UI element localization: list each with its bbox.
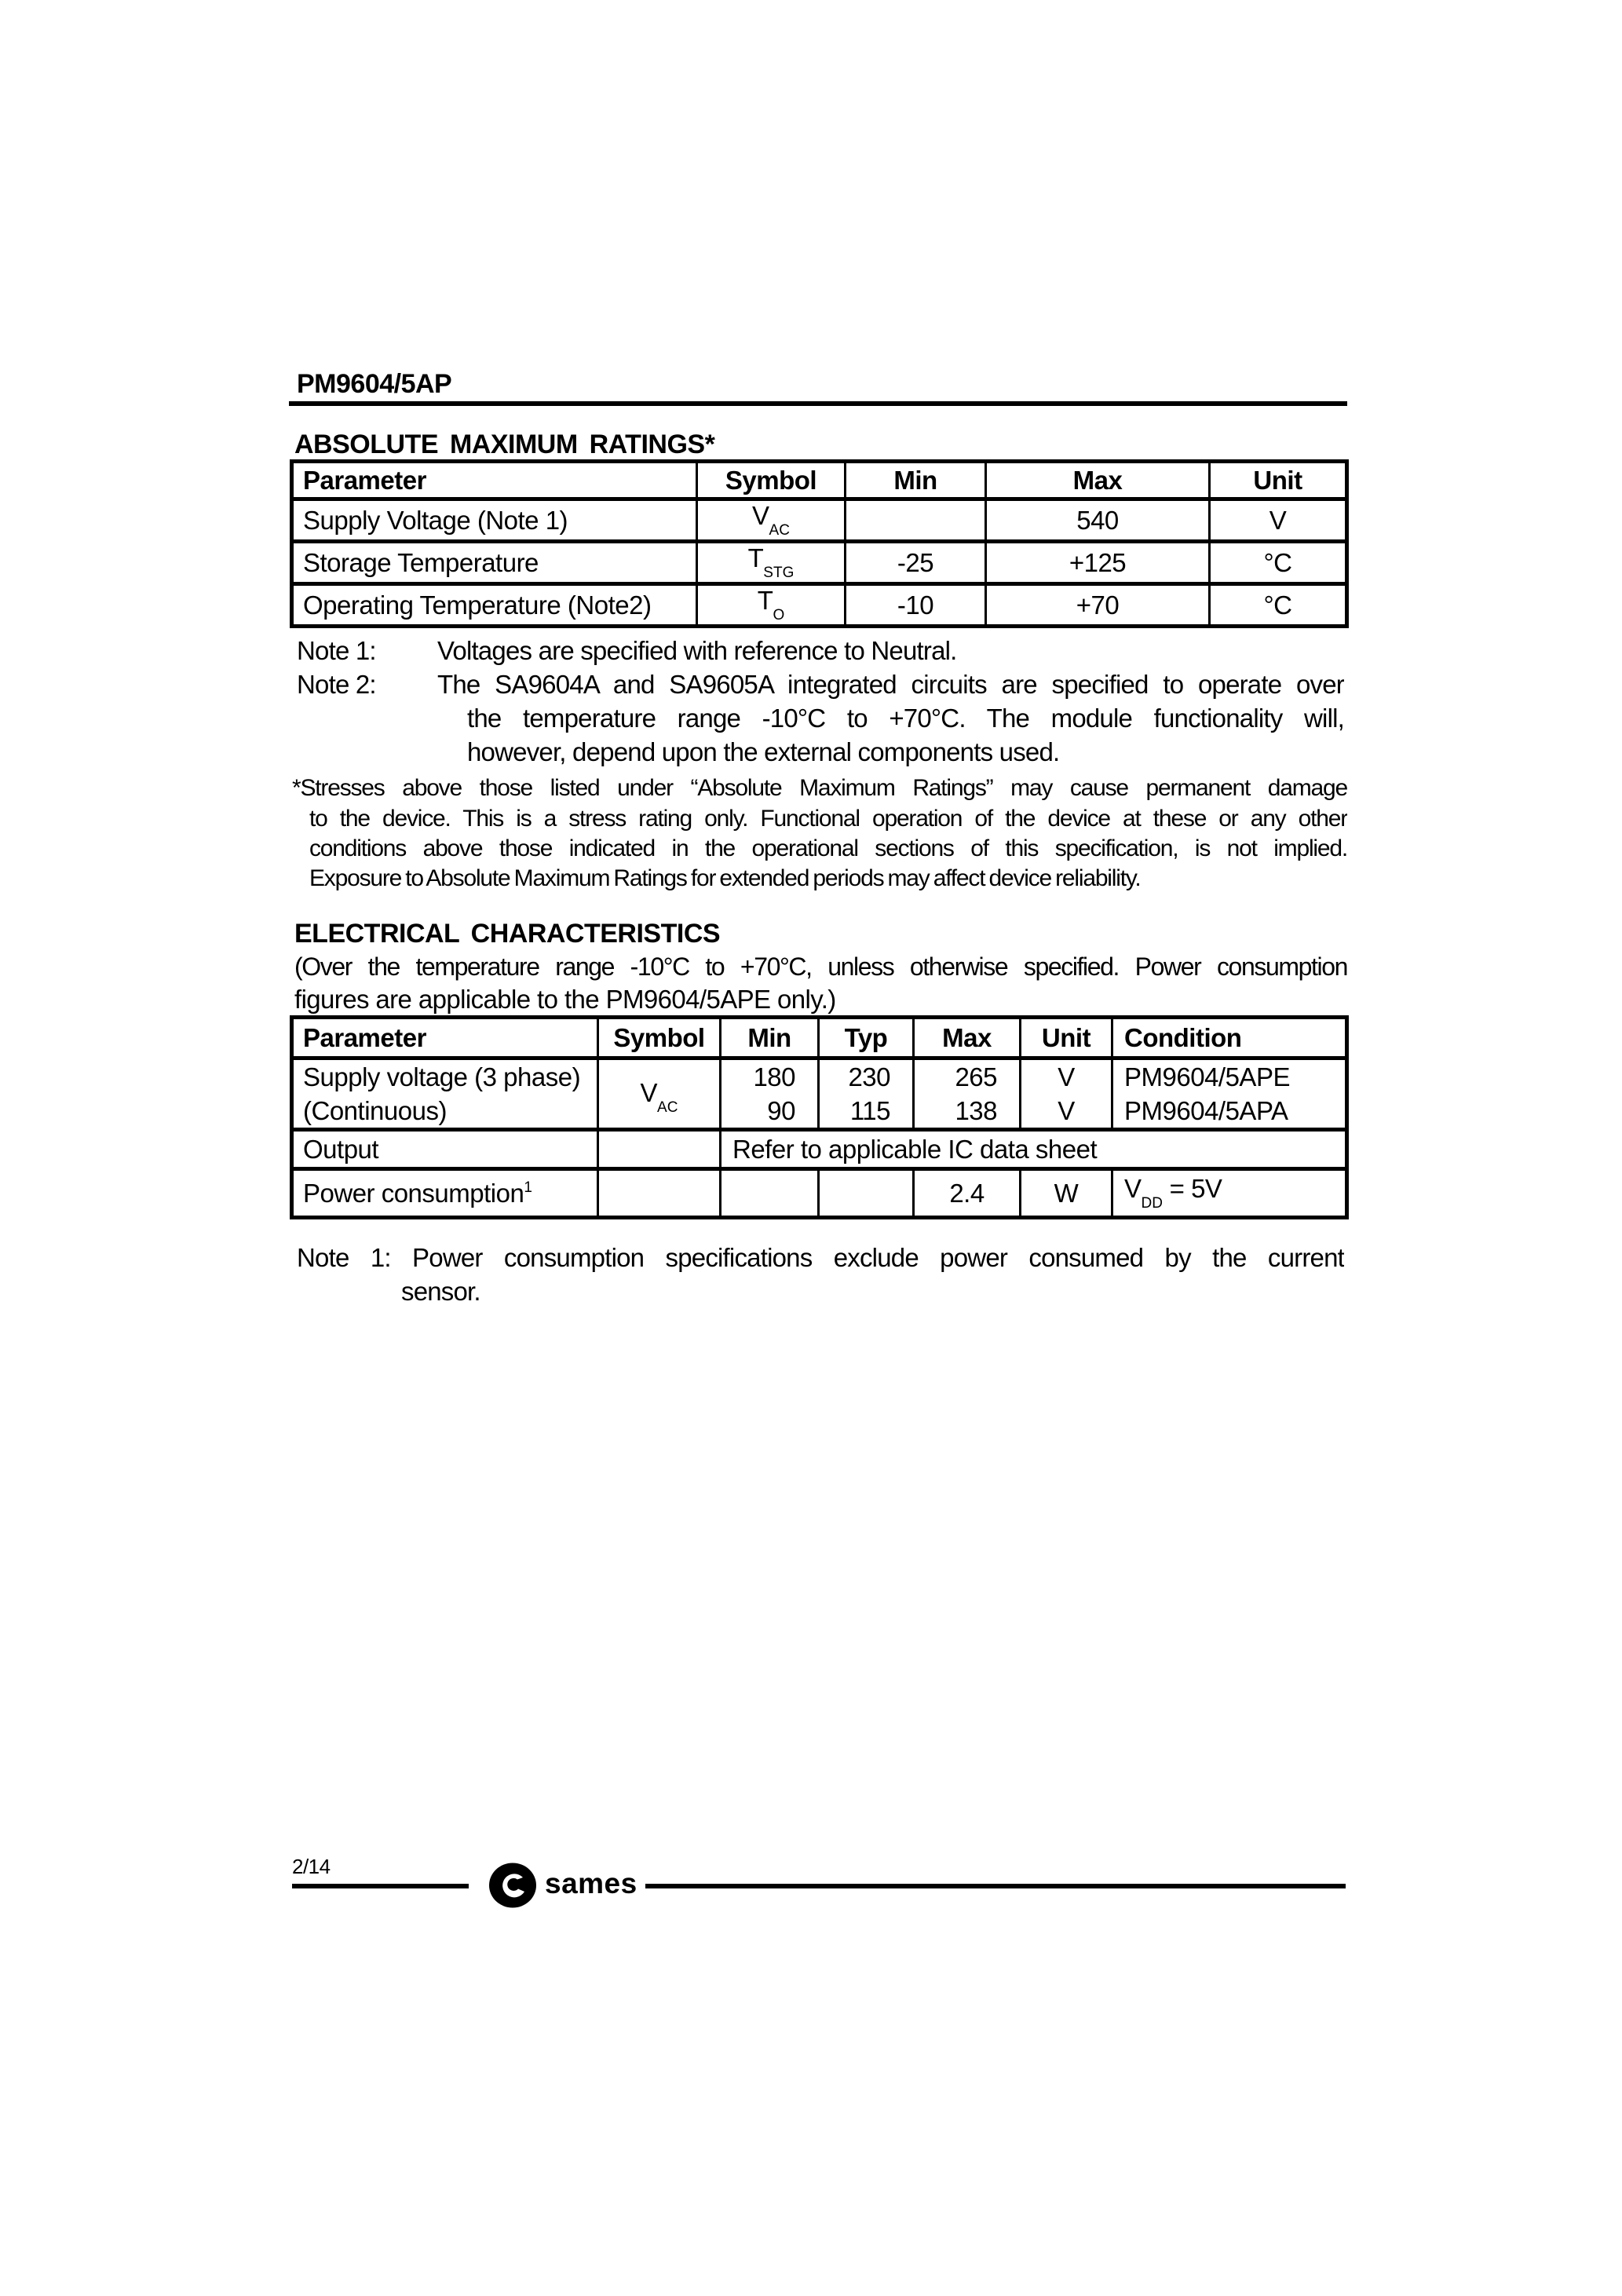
header-rule	[289, 401, 1347, 406]
cell-parameter	[292, 1169, 598, 1218]
cell-min: -25	[846, 542, 986, 584]
cell-parameter: Output	[292, 1130, 598, 1169]
cell-symbol	[697, 542, 846, 584]
ec-note-line2: sensor.	[401, 1277, 480, 1306]
amr-heading: ABSOLUTE MAXIMUM RATINGS*	[294, 430, 715, 459]
note2-line3: however, depend upon the external components used.	[467, 737, 1060, 766]
cell-typ	[819, 1058, 914, 1130]
cell-parameter: Supply Voltage (Note 1)	[292, 499, 697, 542]
table-row	[292, 542, 1347, 584]
table-row	[292, 1058, 1347, 1130]
cell-merged-note: Refer to applicable IC data sheet	[721, 1130, 1347, 1169]
cell-unit: V	[1210, 499, 1347, 542]
cell-max	[914, 1058, 1021, 1130]
ec-table	[290, 1015, 1349, 1219]
amr-col-unit: Unit	[1210, 462, 1347, 499]
stress-note-line4: Exposure to Absolute Maximum Ratings for extended periods may affect device reliability.	[309, 865, 1141, 891]
cell-condition	[1112, 1169, 1347, 1218]
symbol-base: V	[752, 501, 769, 530]
parameter-line2: (Continuous)	[303, 1096, 447, 1125]
ec-col-parameter: Parameter	[292, 1018, 598, 1058]
symbol-base: T	[747, 543, 764, 572]
cell-max: 540	[986, 499, 1210, 542]
cell-symbol	[697, 499, 846, 542]
unit-line1: V	[1058, 1062, 1075, 1091]
cell-max: +70	[986, 584, 1210, 627]
cell-max: +125	[986, 542, 1210, 584]
note2-line1: The SA9604A and SA9605A integrated circuits are specified to operate over	[437, 670, 1344, 699]
page-number: 2/14	[292, 1855, 331, 1878]
footer-rule-right	[645, 1884, 1346, 1888]
note2-line2: the temperature range -10°C to +70°C. The module functionality will,	[467, 704, 1344, 733]
cell-unit: W	[1021, 1169, 1112, 1218]
ec-col-max: Max	[914, 1018, 1021, 1058]
amr-col-symbol: Symbol	[697, 462, 846, 499]
cell-min-empty	[846, 499, 986, 542]
ec-note-line1: Note 1: Power consumption specifications exclude power consumed by the current	[297, 1243, 1344, 1272]
amr-table	[290, 459, 1349, 628]
ec-heading: ELECTRICAL CHARACTERISTICS	[294, 919, 721, 949]
amr-col-min: Min	[846, 462, 986, 499]
symbol-base: V	[640, 1077, 658, 1107]
cell-min	[721, 1058, 819, 1130]
symbol-subscript: AC	[657, 1099, 678, 1116]
cell-parameter: Operating Temperature (Note2)	[292, 584, 697, 627]
amr-col-parameter: Parameter	[292, 462, 697, 499]
page-title: PM9604/5AP	[297, 369, 452, 399]
cell-condition	[1112, 1058, 1347, 1130]
cell-min-empty	[721, 1169, 819, 1218]
ec-header-row	[292, 1018, 1347, 1058]
ec-col-condition: Condition	[1112, 1018, 1347, 1058]
table-row	[292, 584, 1347, 627]
ec-intro-line2: figures are applicable to the PM9604/5APE only.)	[294, 985, 836, 1014]
footer-rule-left	[292, 1884, 469, 1888]
unit-line2: V	[1058, 1096, 1075, 1125]
cell-symbol	[697, 584, 846, 627]
table-row	[292, 499, 1347, 542]
note1-label: Note 1:	[297, 636, 376, 665]
condition-line1: PM9604/5APE	[1124, 1062, 1290, 1091]
cell-unit	[1021, 1058, 1112, 1130]
symbol-subscript: O	[773, 607, 785, 623]
cell-max: 2.4	[914, 1169, 1021, 1218]
cell-symbol-empty	[598, 1130, 721, 1169]
ec-col-symbol: Symbol	[598, 1018, 721, 1058]
cell-parameter	[292, 1058, 598, 1130]
typ-line1: 230	[848, 1062, 890, 1091]
table-row	[292, 1130, 1347, 1169]
sames-logo-icon	[488, 1863, 537, 1908]
symbol-subscript: AC	[769, 522, 790, 539]
ec-col-unit: Unit	[1021, 1018, 1112, 1058]
cell-unit: °C	[1210, 542, 1347, 584]
parameter-line1: Supply voltage (3 phase)	[303, 1062, 581, 1091]
min-line2: 90	[767, 1096, 795, 1125]
ec-col-typ: Typ	[819, 1018, 914, 1058]
amr-col-max: Max	[986, 462, 1210, 499]
parameter-superscript: 1	[524, 1179, 532, 1196]
condition-rest: = 5V	[1169, 1174, 1222, 1203]
condition-subscript: DD	[1141, 1195, 1163, 1212]
symbol-subscript: STG	[763, 565, 795, 581]
parameter-text: Power consumption	[303, 1178, 524, 1208]
max-line1: 265	[955, 1062, 997, 1091]
brand-wordmark: sames	[545, 1867, 637, 1899]
symbol-base: T	[757, 586, 773, 615]
ec-intro-line1: (Over the temperature range -10°C to +70°C, unless otherwise specified. Power consumption	[294, 952, 1347, 981]
cell-symbol-empty	[598, 1169, 721, 1218]
typ-line2: 115	[849, 1096, 890, 1125]
note2-label: Note 2:	[297, 670, 376, 699]
cell-min: -10	[846, 584, 986, 627]
table-row	[292, 1169, 1347, 1218]
condition-line2: PM9604/5APA	[1124, 1096, 1288, 1125]
cell-typ-empty	[819, 1169, 914, 1218]
max-line2: 138	[955, 1096, 997, 1125]
condition-base: V	[1124, 1174, 1142, 1203]
cell-parameter: Storage Temperature	[292, 542, 697, 584]
cell-unit: °C	[1210, 584, 1347, 627]
min-line1: 180	[753, 1062, 795, 1091]
ec-col-min: Min	[721, 1018, 819, 1058]
stress-note-line2: to the device. This is a stress rating only. Functional operation of the device at these or any other	[309, 806, 1347, 832]
amr-header-row	[292, 462, 1347, 499]
stress-note-line3: conditions above those indicated in the operational sections of this specification, is not implied.	[309, 835, 1347, 861]
note1-text: Voltages are specified with reference to Neutral.	[437, 636, 957, 665]
stress-note-line1: *Stresses above those listed under “Absolute Maximum Ratings” may cause permanent damage	[292, 775, 1347, 801]
cell-symbol	[598, 1058, 721, 1130]
